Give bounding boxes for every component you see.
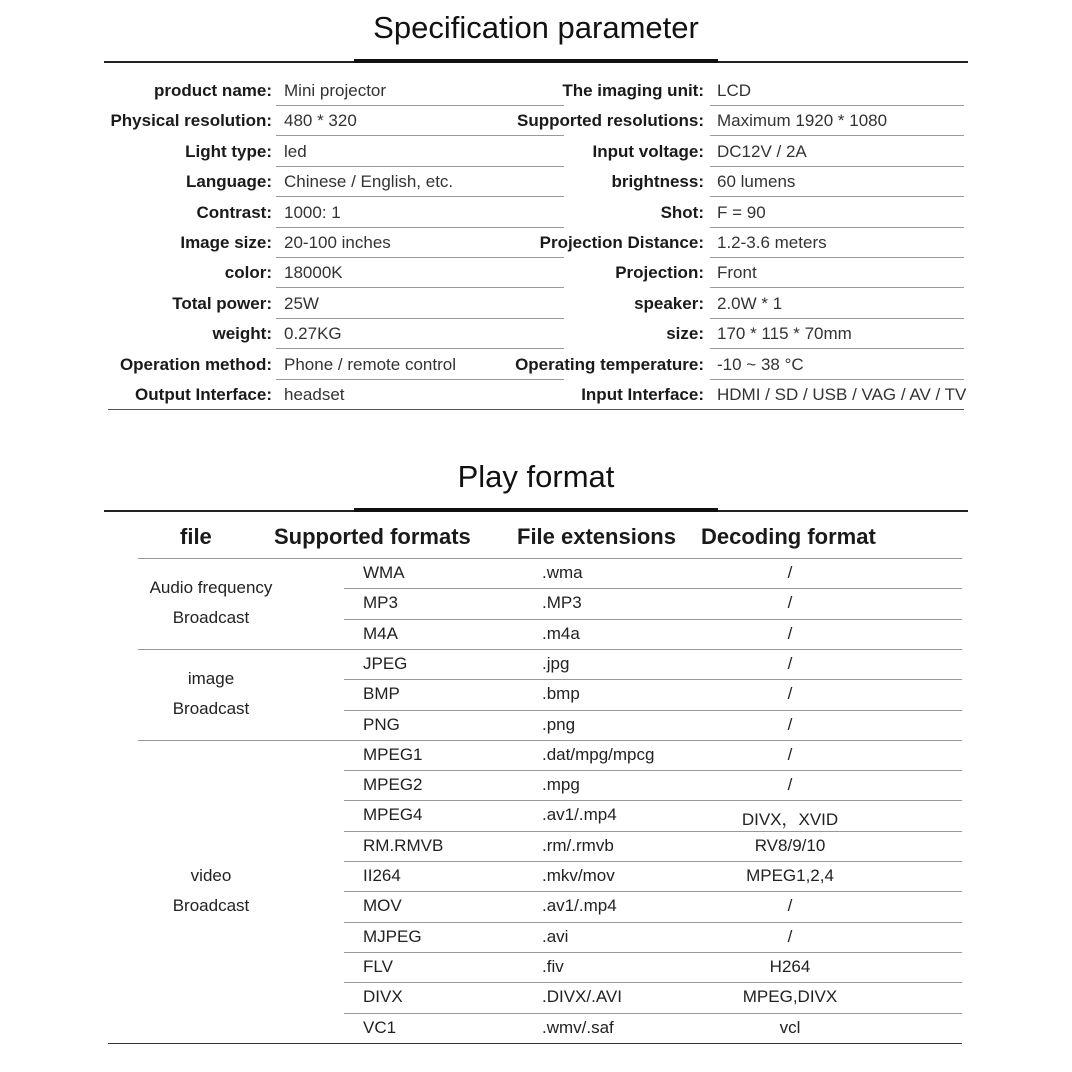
extension-cell: .rm/.rmvb [542,835,614,855]
play-title: Play format [457,459,615,494]
file-group-label [138,573,284,633]
format-cell: BMP [363,684,400,704]
extension-cell: .av1/.mp4 [542,805,617,825]
spec-left-value: 0.27KG [284,324,342,344]
format-cell: PNG [363,714,400,734]
spec-row [104,106,964,136]
decoding-cell: / [787,623,793,643]
format-cell: M4A [363,623,398,643]
table-row [138,831,962,861]
table-row [138,770,962,800]
spec-right-value: Front [717,263,757,283]
spec-row [104,198,964,228]
spec-right-key: Operating temperature: [515,354,704,374]
format-cell: DIVX [363,987,403,1007]
spec-title-rule [104,61,968,63]
decoding-cell: vcl [779,1017,801,1037]
decoding-cell: / [787,563,793,582]
spec-row [104,319,964,349]
spec-left-key: Operation method: [119,354,272,374]
spec-right-key: brightness: [611,172,704,192]
spec-right-key: The imaging unit: [562,81,704,100]
table-row [138,982,962,1012]
format-cell: MPEG2 [363,775,423,795]
spec-right-key: Projection Distance: [539,232,704,252]
play-format-header [138,518,962,558]
extension-cell: .DIVX/.AVI [542,987,622,1007]
decoding-cell: / [787,684,793,704]
table-row [138,740,962,770]
spec-row [104,380,967,410]
spec-left-value: led [284,141,307,161]
file-group-label [138,664,284,724]
extension-cell: .mkv/mov [542,866,615,885]
spec-right-value: 1.2-3.6 meters [717,232,827,252]
spec-row [104,76,964,106]
file-group-label [138,861,284,921]
spec-row [104,137,964,167]
spec-left-value: Mini projector [284,81,387,100]
format-cell: MOV [363,896,402,916]
spec-right-value: LCD [717,81,752,100]
header-file: file [180,524,212,549]
spec-left-key: color: [224,263,272,283]
spec-row [104,167,964,197]
extension-cell: .avi [542,926,569,946]
header-supported-formats: Supported formats [274,524,471,549]
decoding-cell: / [787,593,793,613]
format-cell: JPEG [363,653,408,673]
file-group-line2: Broadcast [172,699,250,719]
decoding-cell: / [787,653,793,673]
spec-table [104,76,967,410]
spec-right-key: Shot: [660,202,704,222]
table-row [138,952,962,982]
decoding-cell: / [787,714,793,734]
extension-cell: .png [542,714,576,734]
spec-row [104,289,964,319]
spec-right-value: -10 ~ 38 °C [717,354,804,374]
spec-right-key: Supported resolutions: [517,111,704,131]
spec-right-key: size: [666,324,704,344]
decoding-cell: H264 [769,956,811,976]
decoding-cell: DIVX，XVID [741,810,839,830]
spec-left-key: Total power: [172,293,272,313]
file-group-line1: video [190,866,232,886]
format-cell: MPEG1 [363,744,423,764]
spec-right-value: HDMI / SD / USB / VAG / AV / TV [717,384,967,404]
spec-left-value: 25W [284,293,319,313]
spec-left-value: 480 * 320 [284,111,357,131]
spec-left-key: Image size: [180,232,272,252]
decoding-cell: / [787,775,793,795]
format-cell: MPEG4 [363,805,423,825]
extension-cell: .wmv/.saf [542,1017,614,1037]
spec-left-key: Output Interface: [135,384,272,404]
decoding-cell: MPEG1,2,4 [746,866,834,885]
decoding-cell: RV8/9/10 [754,835,826,855]
row-divider [564,409,964,410]
spec-left-key: product name: [153,81,272,100]
table-row [138,922,962,952]
extension-cell: .bmp [542,684,580,704]
extension-cell: .av1/.mp4 [542,896,617,916]
spec-right-value: DC12V / 2A [717,141,807,161]
extension-cell: .MP3 [542,593,582,613]
header-decoding-format: Decoding format [701,524,876,549]
format-cell: RM.RMVB [363,835,444,855]
spec-right-value: Maximum 1920 * 1080 [717,111,888,131]
extension-cell: .m4a [542,623,580,643]
spec-right-key: Projection: [615,263,704,283]
bottom-rule [108,1043,962,1044]
spec-right-value: 60 lumens [717,172,796,192]
play-format-table [138,518,962,1037]
play-title-rule [104,510,968,512]
spec-left-key: Physical resolution: [110,111,272,131]
spec-right-value: 170 * 115 * 70mm [717,324,852,344]
file-group-line2: Broadcast [172,896,250,916]
decoding-cell: / [787,896,793,916]
spec-left-key: Light type: [185,141,272,161]
spec-row [104,258,964,288]
spec-title: Specification parameter [373,10,699,45]
spec-left-value: Chinese / English, etc. [284,172,454,192]
format-cell: II264 [363,866,401,885]
extension-cell: .fiv [542,956,564,976]
spec-left-key: Language: [186,172,272,192]
format-cell: VC1 [363,1017,397,1037]
spec-left-value: 1000: 1 [284,202,341,222]
extension-cell: .jpg [542,653,570,673]
format-cell: FLV [363,956,393,976]
spec-left-key: weight: [212,324,272,344]
table-row [138,1013,962,1043]
spec-right-key: speaker: [634,293,704,313]
extension-cell: .dat/mpg/mpcg [542,744,655,764]
decoding-cell: / [787,926,793,946]
format-cell: MP3 [363,593,398,613]
decoding-cell: MPEG,DIVX [742,987,838,1007]
file-group-line1: Audio frequency [149,578,273,598]
spec-right-value: F = 90 [717,202,766,222]
row-divider [108,409,564,410]
extension-cell: .wma [542,563,583,582]
spec-row [104,228,964,258]
spec-right-value: 2.0W * 1 [717,293,783,313]
format-cell: MJPEG [363,926,422,946]
spec-left-value: 18000K [284,263,343,283]
header-file-extensions: File extensions [517,524,676,549]
spec-right-key: Input voltage: [592,141,704,161]
format-cell: WMA [363,563,405,582]
file-group-line1: image [187,669,235,689]
decoding-cell: / [787,744,793,764]
spec-right-key: Input Interface: [581,384,704,404]
spec-left-value: 20-100 inches [284,232,391,252]
spec-left-value: Phone / remote control [284,354,456,374]
table-row [138,800,962,830]
spec-row [104,350,964,380]
extension-cell: .mpg [542,775,580,795]
file-group-line2: Broadcast [172,608,250,628]
spec-left-value: headset [284,384,345,404]
spec-left-key: Contrast: [196,202,272,222]
